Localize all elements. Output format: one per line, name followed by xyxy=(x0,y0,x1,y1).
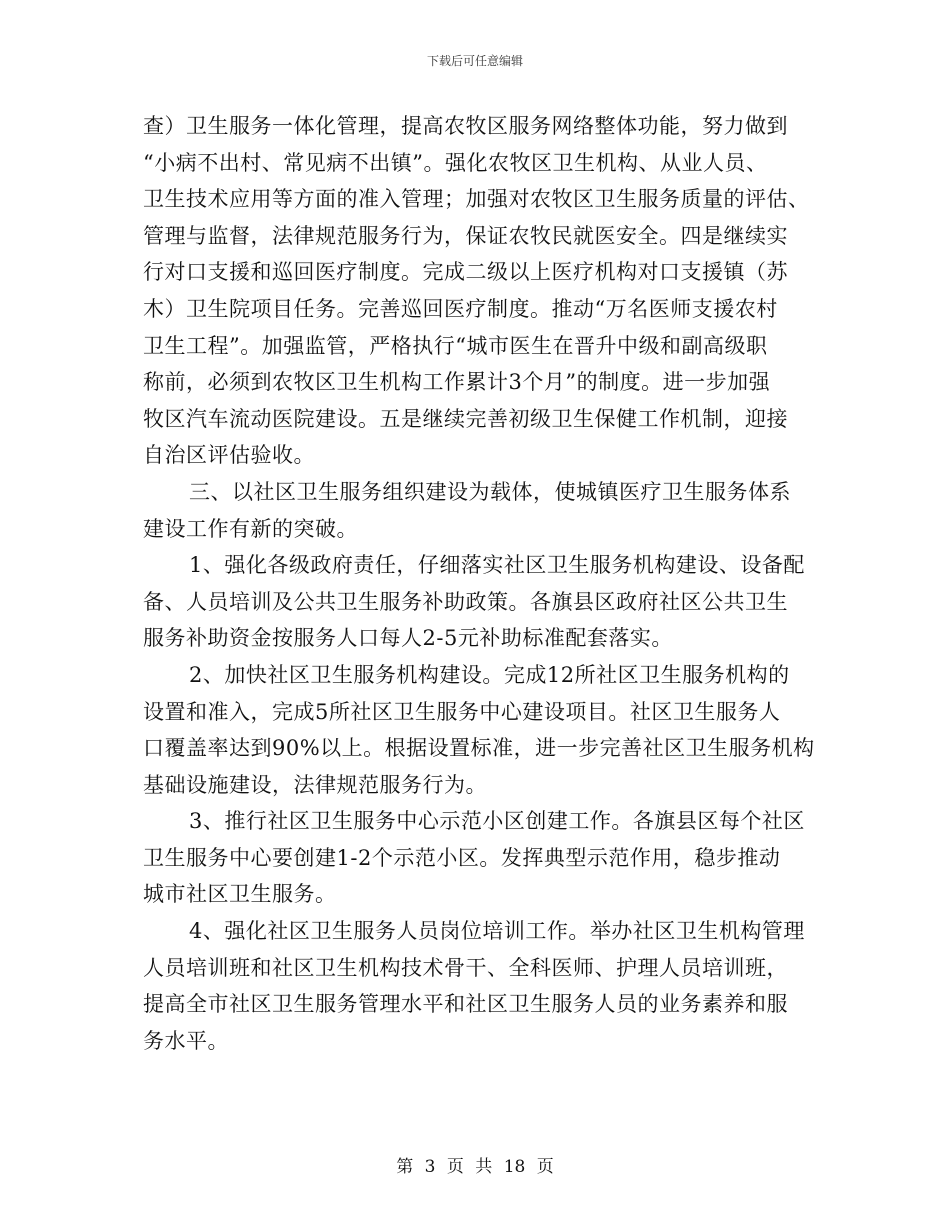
text-line: “小病不出村、常见病不出镇”。强化农牧区卫生机构、从业人员、 xyxy=(143,150,768,175)
text-line: 服务补助资金按服务人口每人2-5元补助标准配套落实。 xyxy=(143,626,673,651)
text-line: 4、强化社区卫生服务人员岗位培训工作。举办社区卫生机构管理 xyxy=(189,919,805,944)
text-line: 称前，必须到农牧区卫生机构工作累计3个月”的制度。进一步加强 xyxy=(143,370,771,395)
text-line: 卫生服务中心要创建1-2个示范小区。发挥典型示范作用，稳步推动 xyxy=(143,845,781,870)
paragraph xyxy=(143,547,823,657)
text-line: 提高全市社区卫生服务管理水平和社区卫生服务人员的业务素养和服 xyxy=(143,992,788,1017)
text-line: 口覆盖率达到90%以上。根据设置标准，进一步完善社区卫生服务机构 xyxy=(143,736,815,761)
paragraph xyxy=(143,803,823,913)
text-line: 自治区评估验收。 xyxy=(143,443,315,468)
paragraph xyxy=(143,474,823,547)
paragraph xyxy=(143,108,823,474)
text-line: 城市社区卫生服务。 xyxy=(143,882,337,907)
page-footer: 第 3 页 共 18 页 xyxy=(396,1157,554,1177)
text-line: 设置和准入，完成5所社区卫生服务中心建设项目。社区卫生服务人 xyxy=(143,699,781,724)
text-line: 3、推行社区卫生服务中心示范小区创建工作。各旗县区每个社区 xyxy=(189,809,805,834)
paragraph xyxy=(143,913,823,1059)
text-line: 管理与监督，法律规范服务行为，保证农牧民就医安全。四是继续实 xyxy=(143,223,788,248)
text-line: 牧区汽车流动医院建设。五是继续完善初级卫生保健工作机制，迎接 xyxy=(143,406,788,431)
text-line: 卫生技术应用等方面的准入管理；加强对农牧区卫生服务质量的评估、 xyxy=(143,187,810,212)
text-line: 三、以社区卫生服务组织建设为载体，使城镇医疗卫生服务体系 xyxy=(189,479,791,504)
text-line: 1、强化各级政府责任，仔细落实社区卫生服务机构建设、设备配 xyxy=(189,553,805,578)
text-line: 备、人员培训及公共卫生服务补助政策。各旗县区政府社区公共卫生 xyxy=(143,589,788,614)
document-body xyxy=(143,108,823,1059)
text-line: 人员培训班和社区卫生机构技术骨干、全科医师、护理人员培训班， xyxy=(143,955,788,980)
text-line: 卫生工程”。加强监管，严格执行“城市医生在晋升中级和副高级职 xyxy=(143,333,768,358)
paragraph xyxy=(143,657,823,803)
text-line: 行对口支援和巡回医疗制度。完成二级以上医疗机构对口支援镇（苏 xyxy=(143,260,788,285)
page-header: 下载后可任意编辑 xyxy=(426,54,523,68)
text-line: 务水平。 xyxy=(143,1028,229,1053)
text-line: 建设工作有新的突破。 xyxy=(143,516,358,541)
text-line: 查）卫生服务一体化管理，提高农牧区服务网络整体功能，努力做到 xyxy=(143,114,788,138)
text-line: 2、加快社区卫生服务机构建设。完成12所社区卫生服务机构的 xyxy=(189,662,790,687)
text-line: 木）卫生院项目任务。完善巡回医疗制度。推动“万名医师支援农村 xyxy=(143,296,778,321)
text-line: 基础设施建设，法律规范服务行为。 xyxy=(143,772,487,797)
